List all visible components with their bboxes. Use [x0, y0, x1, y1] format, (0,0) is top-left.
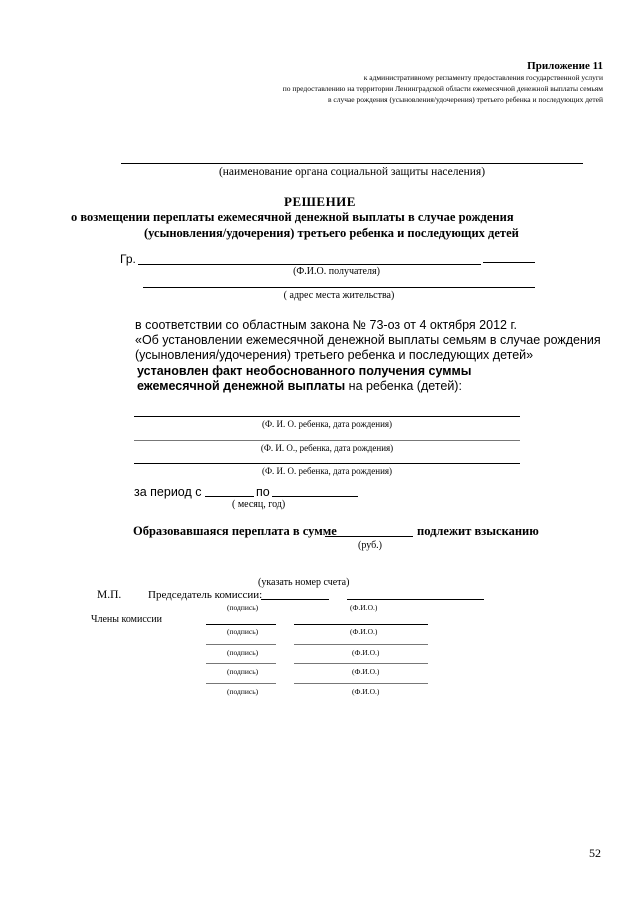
- period-to-line: [272, 496, 358, 497]
- member-2-fio-line: [294, 644, 428, 645]
- address-caption: ( адрес места жительства): [283, 290, 395, 301]
- header-line-1: к административному регламенту предоставления государственной услуги: [363, 73, 603, 82]
- address-line: [143, 287, 535, 288]
- member-1-sign-line: [206, 624, 276, 625]
- member-1-fio-caption: (Ф.И.О.): [350, 627, 378, 636]
- member-4-fio-line: [294, 683, 428, 684]
- member-3-fio-line: [294, 663, 428, 664]
- recipient-prefix: Гр.: [120, 252, 136, 266]
- period-from-line: [205, 496, 254, 497]
- account-caption: (указать номер счета): [258, 577, 350, 588]
- decision-title: РЕШЕНИЕ: [284, 194, 356, 209]
- members-label: Члены комиссии: [91, 614, 162, 625]
- org-name-line: [121, 163, 583, 164]
- chairman-label: Председатель комиссии:: [148, 589, 263, 601]
- member-4-fio-caption: (Ф.И.О.): [352, 687, 380, 696]
- overpayment-prefix: Образовавшаяся переплата в сумме: [133, 524, 337, 538]
- child-caption-2: (Ф. И. О., ребенка, дата рождения): [260, 443, 394, 453]
- member-2-sign-line: [206, 644, 276, 645]
- member-4-sign-caption: (подпись): [227, 687, 259, 696]
- chairman-sign-line: [261, 599, 329, 600]
- body-line-5-bold: ежемесячной денежной выплаты: [137, 379, 346, 393]
- decision-subtitle-2: (усыновления/удочерения) третьего ребенка и последующих детей: [144, 226, 519, 240]
- member-2-fio-caption: (Ф.И.О.): [352, 648, 380, 657]
- org-name-caption: (наименование органа социальной защиты населения): [218, 166, 486, 178]
- overpayment-suffix: подлежит взысканию: [417, 524, 539, 538]
- overpayment-amount-line: [325, 536, 413, 537]
- child-line-3: [134, 463, 520, 464]
- overpayment-unit-caption: (руб.): [358, 540, 382, 551]
- body-line-1: в соответствии со областным закона № 73-оз от 4 октября 2012 г.: [135, 318, 517, 332]
- recipient-fio-line-end: [483, 262, 535, 263]
- recipient-fio-caption: (Ф.И.О. получателя): [293, 266, 380, 277]
- child-line-1: [134, 416, 520, 417]
- member-3-fio-caption: (Ф.И.О.): [352, 667, 380, 676]
- period-caption: ( месяц, год): [232, 499, 286, 510]
- child-caption-1: (Ф. И. О. ребенка, дата рождения): [261, 419, 393, 429]
- body-line-2: «Об установлении ежемесячной денежной выплаты семьям в случае рождения: [135, 333, 601, 347]
- child-line-2: [134, 440, 520, 441]
- chairman-sign-caption: (подпись): [227, 603, 259, 612]
- header-line-3: в случае рождения (усыновления/удочерения) третьего ребенка и последующих детей: [327, 95, 603, 104]
- member-1-fio-line: [294, 624, 428, 625]
- body-line-5: [137, 379, 462, 393]
- member-3-sign-line: [206, 663, 276, 664]
- body-line-3: (усыновления/удочерения) третьего ребенка и последующих детей»: [135, 348, 534, 362]
- chairman-fio-caption: (Ф.И.О.): [350, 603, 378, 612]
- page-number: 52: [589, 846, 601, 860]
- member-4-sign-line: [206, 683, 276, 684]
- member-2-sign-caption: (подпись): [227, 648, 259, 657]
- appendix-title: Приложение 11: [527, 60, 603, 72]
- period-to-label: по: [256, 485, 270, 499]
- recipient-fio-line: [138, 264, 481, 265]
- member-3-sign-caption: (подпись): [227, 667, 259, 676]
- child-caption-3: (Ф. И. О. ребенка, дата рождения): [261, 466, 393, 476]
- body-line-5-rest: на ребенка (детей):: [345, 379, 462, 393]
- header-line-2: по предоставлению на территории Ленинградской области ежемесячной денежной выплаты семьям: [282, 84, 603, 93]
- member-1-sign-caption: (подпись): [227, 627, 259, 636]
- chairman-fio-line: [347, 599, 484, 600]
- decision-subtitle-1: о возмещении переплаты ежемесячной денежной выплаты в случае рождения: [71, 210, 514, 224]
- period-from-label: за период с: [134, 485, 202, 499]
- body-line-4: установлен факт необоснованного получения суммы: [137, 364, 472, 378]
- stamp-label: М.П.: [97, 589, 122, 601]
